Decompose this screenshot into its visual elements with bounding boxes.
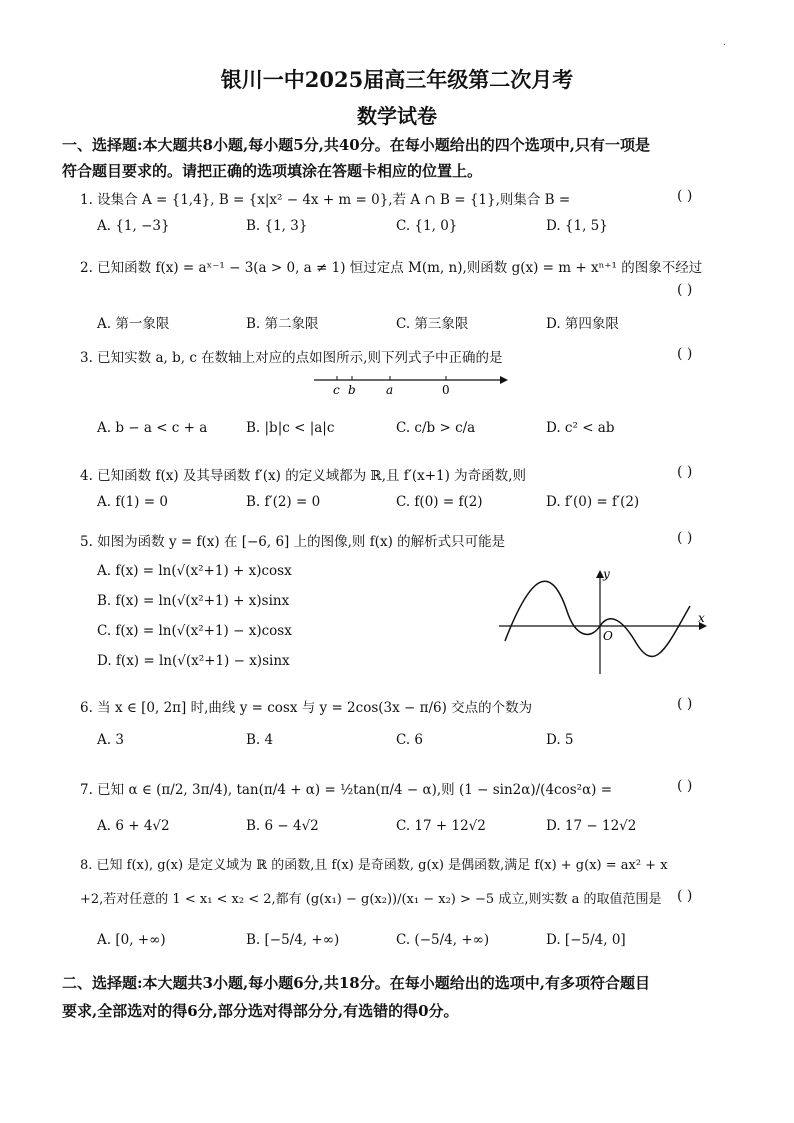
question-8-option-d: D. [−5/4, 0] (546, 932, 626, 948)
graph-origin-label: O (603, 629, 613, 643)
question-6-option-b: B. 4 (246, 732, 274, 748)
page-title: 银川一中2025届高三年级第二次月考 (220, 67, 574, 92)
question-2-option-d: D. 第四象限 (546, 316, 619, 332)
question-6-option-a: A. 3 (97, 732, 124, 748)
question-6-option-c: C. 6 (396, 732, 424, 748)
question-7-option-b: B. 6 − 4√2 (246, 818, 319, 834)
number-line-arrow (500, 376, 508, 384)
question-2-option-c: C. 第三象限 (396, 316, 469, 332)
section-2-instructions-cont: 要求,全部选对的得6分,部分选对得部分分,有选错的得0分。 (62, 1002, 459, 1020)
question-4-option-c: C. f(0) = f(2) (396, 494, 483, 510)
label-a: a (386, 383, 394, 397)
question-4-stem: 4. 已知函数 f(x) 及其导函数 f′(x) 的定义域都为 ℝ,且 f′(x+1) 为奇函数,则 (80, 468, 526, 484)
label-b: b (348, 383, 356, 397)
graph-curve (505, 581, 690, 656)
question-2-answer-paren: ( ) (677, 282, 693, 298)
question-5-option-c: C. f(x) = ln(√(x²+1) − x)cosx (97, 623, 292, 639)
question-8-option-b: B. [−5/4, +∞) (246, 932, 340, 948)
question-8-answer-paren: ( ) (677, 888, 693, 904)
question-6-stem: 6. 当 x ∈ [0, 2π] 时,曲线 y = cosx 与 y = 2cos(3x − π/6) 交点的个数为 (80, 700, 533, 716)
section-1-instructions-cont: 符合题目要求的。请把正确的选项填涂在答题卡相应的位置上。 (62, 162, 483, 180)
question-7-stem: 7. 已知 α ∈ (π/2, 3π/4), tan(π/4 + α) = ½tan(π/4 − α),则 (1 − sin2α)/(4cos²α) = (80, 782, 613, 798)
question-6-answer-paren: ( ) (677, 696, 693, 712)
question-1-option-b: B. {1, 3} (246, 218, 308, 234)
question-2-option-b: B. 第二象限 (246, 316, 319, 332)
label-zero: 0 (442, 383, 450, 397)
question-5-option-a: A. f(x) = ln(√(x²+1) + x)cosx (97, 563, 292, 579)
number-line-figure (310, 372, 510, 400)
question-7-option-c: C. 17 + 12√2 (396, 818, 486, 834)
question-4-option-b: B. f′(2) = 0 (246, 494, 321, 510)
question-6-option-d: D. 5 (546, 732, 574, 748)
question-8-stem: 8. 已知 f(x), g(x) 是定义域为 ℝ 的函数,且 f(x) 是奇函数, g(x) 是偶函数,满足 f(x) + g(x) = ax² + x (80, 858, 668, 873)
graph-y-label: y (603, 567, 610, 581)
question-3-answer-paren: ( ) (677, 346, 693, 362)
label-c: c (333, 383, 340, 397)
question-1-option-c: C. {1, 0} (396, 218, 458, 234)
question-8-option-c: C. (−5/4, +∞) (396, 932, 490, 948)
question-5-stem: 5. 如图为函数 y = f(x) 在 [−6, 6] 上的图像,则 f(x) 的解析式只可能是 (80, 534, 506, 550)
question-7-answer-paren: ( ) (677, 778, 693, 794)
question-4-answer-paren: ( ) (677, 464, 693, 480)
question-4-option-d: D. f′(0) = f′(2) (546, 494, 640, 510)
question-5-answer-paren: ( ) (677, 530, 693, 546)
question-5-option-b: B. f(x) = ln(√(x²+1) + x)sinx (97, 593, 290, 609)
question-2-option-a: A. 第一象限 (97, 316, 170, 332)
question-8-stem-cont: +2,若对任意的 1 < x₁ < x₂ < 2,都有 (g(x₁) − g(x₂))/(x₁ − x₂) > −5 成立,则实数 a 的取值范围是 (80, 892, 662, 907)
corner-mark: · (722, 40, 726, 51)
section-2-instructions: 二、选择题:本大题共3小题,每小题6分,共18分。在每小题给出的选项中,有多项符合题目 (62, 974, 650, 992)
question-7-option-d: D. 17 − 12√2 (546, 818, 637, 834)
question-7-option-a: A. 6 + 4√2 (97, 818, 170, 834)
question-4-option-a: A. f(1) = 0 (97, 494, 168, 510)
graph-x-label: x (698, 611, 705, 625)
page-subtitle: 数学试卷 (357, 104, 437, 128)
section-1-instructions: 一、选择题:本大题共8小题,每小题5分,共40分。在每小题给出的四个选项中,只有一项是 (62, 136, 650, 154)
question-3-option-b: B. |b|c < |a|c (246, 420, 335, 436)
question-5-option-d: D. f(x) = ln(√(x²+1) − x)sinx (97, 653, 290, 669)
question-1-stem: 1. 设集合 A = {1,4}, B = {x|x² − 4x + m = 0},若 A ∩ B = {1},则集合 B = (80, 192, 571, 208)
question-3-stem: 3. 已知实数 a, b, c 在数轴上对应的点如图所示,则下列式子中正确的是 (80, 350, 503, 366)
function-graph-figure (495, 566, 715, 676)
question-1-answer-paren: ( ) (677, 188, 693, 204)
question-8-option-a: A. [0, +∞) (97, 932, 166, 948)
question-3-option-c: C. c/b > c/a (396, 420, 476, 436)
question-1-option-a: A. {1, −3} (97, 218, 170, 234)
question-3-option-d: D. c² < ab (546, 420, 615, 436)
question-3-option-a: A. b − a < c + a (97, 420, 208, 436)
question-2-stem: 2. 已知函数 f(x) = aˣ⁻¹ − 3(a > 0, a ≠ 1) 恒过定点 M(m, n),则函数 g(x) = m + xⁿ⁺¹ 的图象不经过 (80, 260, 703, 276)
question-1-option-d: D. {1, 5} (546, 218, 608, 234)
